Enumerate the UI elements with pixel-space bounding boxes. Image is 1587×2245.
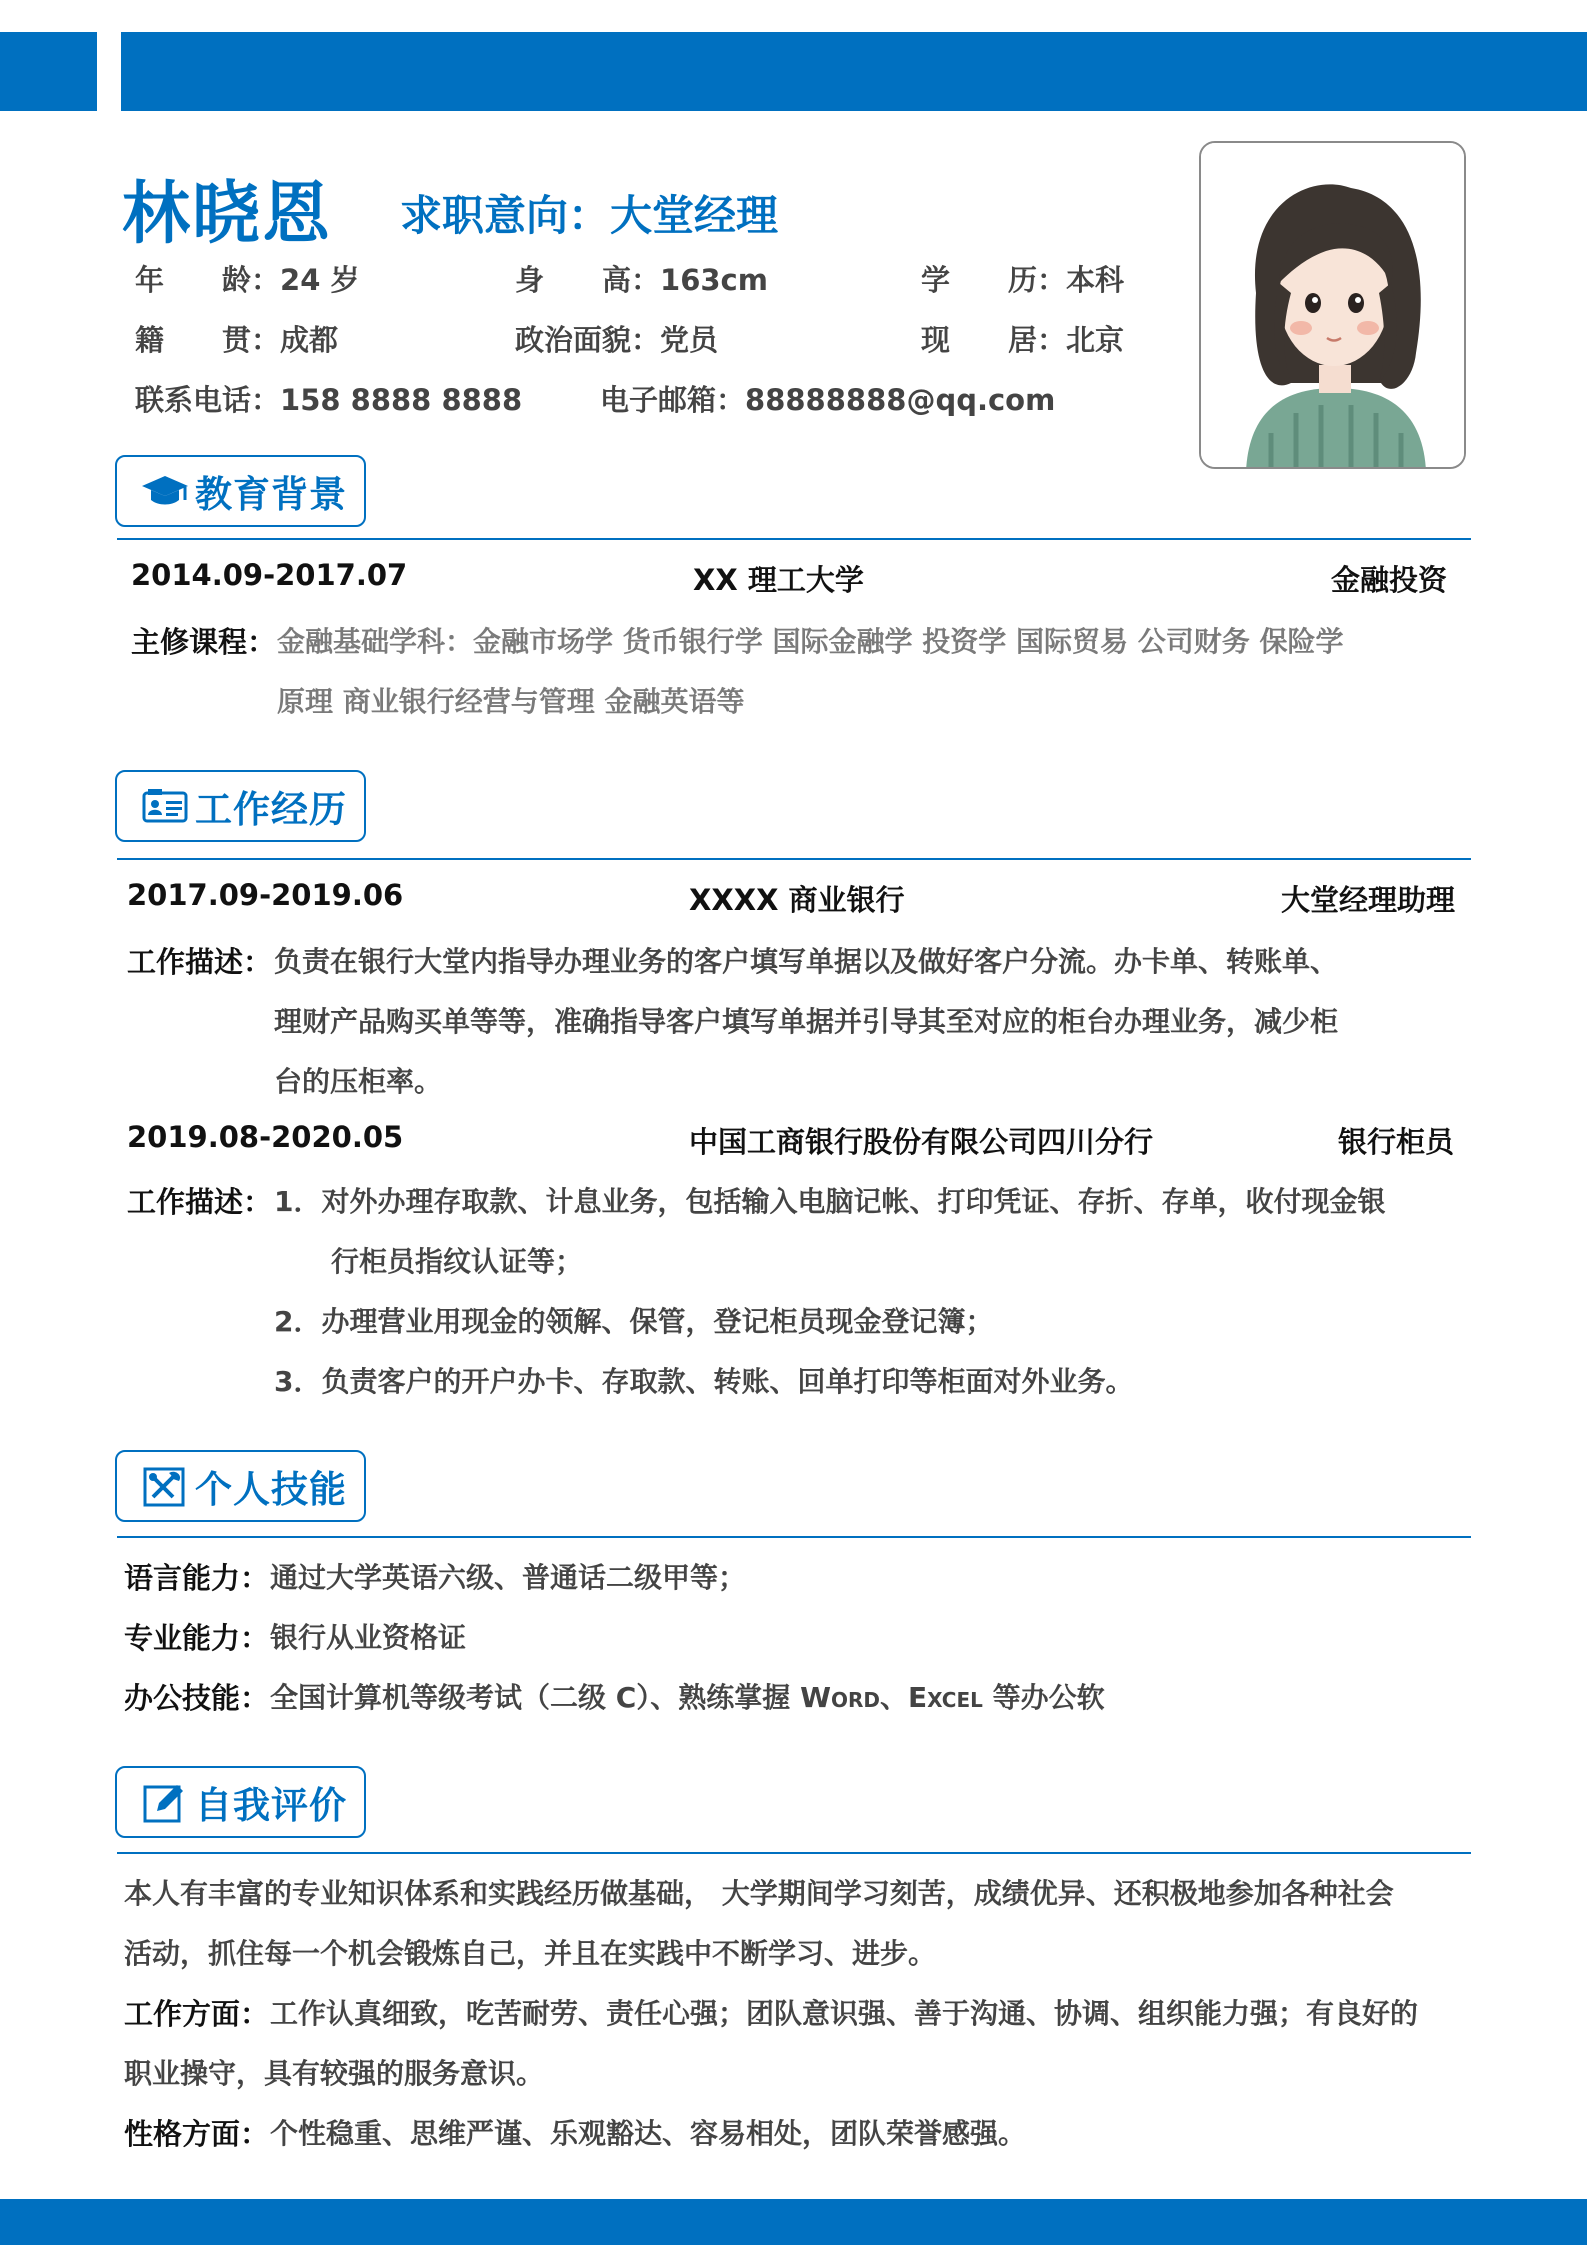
- self-eval-intro-line-1: 本人有丰富的专业知识体系和实践经历做基础， 大学期间学习刻苦，成绩优异、还积极地参加各种社会: [124, 1877, 1394, 1910]
- info-age: [135, 258, 359, 299]
- info-residence-label: 现 居：: [921, 323, 1067, 357]
- edu-school: XX 理工大学: [693, 563, 864, 597]
- job-1-period: 2017.09-2019.06: [127, 878, 404, 912]
- skill-language-text: 通过大学英语六级、普通话二级甲等；: [270, 1561, 747, 1594]
- info-politics-value: 党员: [660, 323, 719, 357]
- info-height-label: 身 高：: [515, 263, 661, 297]
- self-eval-work-line-1: 工作认真细致，吃苦耐劳、责任心强；团队意识强、善于沟通、协调、组织能力强；有良好的: [270, 1997, 1419, 2030]
- tools-icon: [139, 1465, 191, 1507]
- info-email-label: 电子邮箱：: [600, 383, 746, 417]
- section-divider-work: [117, 858, 1471, 860]
- info-residence-value: 北京: [1066, 323, 1125, 357]
- job-intent: 求职意向：大堂经理: [400, 191, 779, 240]
- job-1-desc-label: 工作描述：: [127, 945, 273, 979]
- info-age-label: 年 龄：: [135, 263, 281, 297]
- info-origin-label: 籍 贯：: [135, 323, 281, 357]
- job-1-desc-line-1: 负责在银行大堂内指导办理业务的客户填写单据以及做好客户分流。办卡单、转账单、: [274, 945, 1339, 978]
- info-education: [921, 258, 1124, 299]
- bottom-band: [0, 2199, 1587, 2245]
- edu-courses-label: 主修课程：: [131, 625, 277, 659]
- section-header-work: [115, 770, 366, 842]
- section-title-self-eval: 自我评价: [195, 1784, 347, 1827]
- edu-courses-line-1: 金融基础学科：金融市场学 货币银行学 国际金融学 投资学 国际贸易 公司财务 保险学: [277, 625, 1344, 658]
- info-education-value: 本科: [1066, 263, 1125, 297]
- id-card-icon: [139, 785, 191, 827]
- skill-office-text: [270, 1676, 1105, 1716]
- job-1-desc-line-3: 台的压柜率。: [274, 1065, 443, 1098]
- info-height: [515, 258, 768, 299]
- info-phone-label: 联系电话：: [135, 383, 281, 417]
- info-phone: [135, 378, 522, 419]
- job-1-role: 大堂经理助理: [1281, 883, 1456, 917]
- skill-office-excel: Excel: [907, 1681, 983, 1714]
- section-title-work: 工作经历: [195, 788, 347, 831]
- section-header-self-eval: [115, 1766, 366, 1838]
- edu-courses-line-2: 原理 商业银行经营与管理 金融英语等: [277, 685, 745, 718]
- section-title-skills: 个人技能: [195, 1468, 347, 1511]
- top-band-right: [121, 32, 1587, 111]
- edit-icon: [139, 1781, 191, 1823]
- edu-period: 2014.09-2017.07: [131, 558, 408, 592]
- job-2-period: 2019.08-2020.05: [127, 1120, 404, 1154]
- self-eval-char-text: 个性稳重、思维严谨、乐观豁达、容易相处，团队荣誉感强。: [270, 2117, 1027, 2150]
- section-header-skills: [115, 1450, 366, 1522]
- skill-office-text-c: 、: [879, 1681, 908, 1714]
- candidate-name: 林晓恩: [122, 175, 333, 254]
- skill-language-label: 语言能力：: [124, 1561, 270, 1595]
- job-2-company: 中国工商银行股份有限公司四川分行: [689, 1125, 1154, 1159]
- job-2-role: 银行柜员: [1338, 1125, 1455, 1159]
- info-height-value: 163cm: [660, 263, 768, 297]
- section-divider-education: [117, 538, 1471, 540]
- section-header-education: [115, 455, 366, 527]
- self-eval-intro-line-2: 活动，抓住每一个机会锻炼自己，并且在实践中不断学习、进步。: [124, 1937, 937, 1970]
- info-age-value: 24 岁: [280, 263, 360, 297]
- info-residence: [921, 318, 1124, 359]
- skill-professional-text: 银行从业资格证: [270, 1621, 467, 1654]
- job-2-desc-line-2: 行柜员指纹认证等；: [331, 1245, 584, 1278]
- info-education-label: 学 历：: [921, 263, 1067, 297]
- job-2-desc-line-1: 1．对外办理存取款、计息业务，包括输入电脑记帐、打印凭证、存折、存单，收付现金银: [274, 1185, 1386, 1218]
- info-email: [600, 378, 1055, 419]
- skill-office-text-a: 全国计算机等级考试（二级 C）、熟练掌握: [270, 1681, 801, 1714]
- section-title-education: 教育背景: [195, 473, 347, 516]
- profile-photo: [1199, 141, 1466, 469]
- edu-major: 金融投资: [1331, 563, 1448, 597]
- avatar-girl-illustration-icon: [1201, 143, 1466, 469]
- info-email-value: 88888888@qq.com: [745, 383, 1056, 417]
- self-eval-char-label: 性格方面：: [124, 2117, 270, 2151]
- skill-office-text-e: 等办公软: [982, 1681, 1105, 1714]
- skill-office-word: Word: [800, 1681, 880, 1714]
- section-divider-skills: [117, 1536, 1471, 1538]
- info-politics: [515, 318, 718, 359]
- job-2-desc-line-4: 3．负责客户的开户办卡、存取款、转账、回单打印等柜面对外业务。: [274, 1365, 1134, 1398]
- graduation-cap-icon: [139, 470, 191, 512]
- info-origin: [135, 318, 338, 359]
- job-2-desc-line-3: 2．办理营业用现金的领解、保管，登记柜员现金登记簿；: [274, 1305, 994, 1338]
- section-divider-self-eval: [117, 1852, 1471, 1854]
- job-2-desc-label: 工作描述：: [127, 1185, 273, 1219]
- skill-office-label: 办公技能：: [124, 1681, 270, 1715]
- info-phone-value: 158 8888 8888: [280, 383, 523, 417]
- top-band-left: [0, 32, 97, 111]
- self-eval-work-label: 工作方面：: [124, 1997, 270, 2031]
- info-politics-label: 政治面貌：: [515, 323, 661, 357]
- skill-professional-label: 专业能力：: [124, 1621, 270, 1655]
- self-eval-work-line-2: 职业操守，具有较强的服务意识。: [124, 2057, 545, 2090]
- job-1-company: XXXX 商业银行: [689, 883, 905, 917]
- info-origin-value: 成都: [280, 323, 339, 357]
- job-1-desc-line-2: 理财产品购买单等等，准确指导客户填写单据并引导其至对应的柜台办理业务，减少柜: [274, 1005, 1339, 1038]
